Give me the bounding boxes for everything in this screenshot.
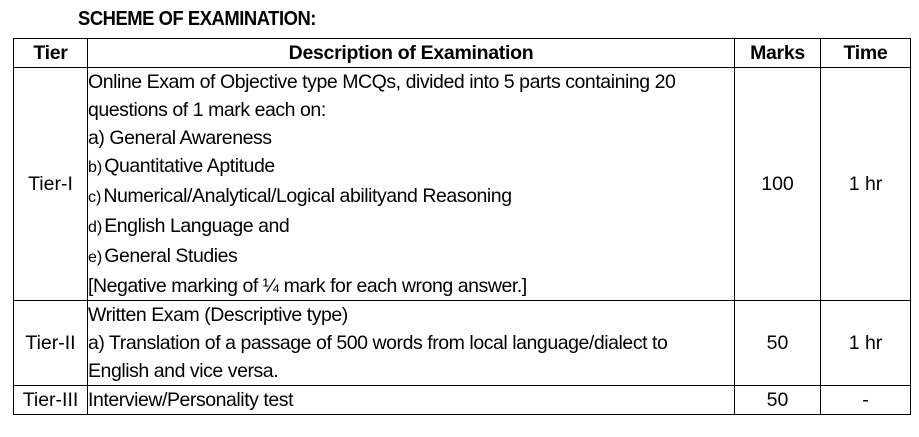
tier-1-item-d [88, 212, 734, 242]
tier-2-cell: Tier-II [14, 301, 88, 386]
item-text: English Language and [104, 215, 290, 237]
item-label: e) [88, 249, 103, 266]
item-text: Numerical/Analytical/Logical abilityand Reasoning [103, 185, 512, 207]
tier-2-line1: Written Exam (Descriptive type) [88, 304, 348, 326]
tier-1-item-a [88, 124, 734, 152]
header-tier: Tier [14, 39, 88, 68]
tier-2-marks: 50 [735, 301, 821, 386]
item-label: b) [88, 159, 103, 176]
tier-1-intro-line1: Online Exam of Objective type MCQs, divided into 5 parts containing 20 [88, 71, 676, 93]
tier-3-marks: 50 [735, 386, 821, 415]
table-row-tier-1 [14, 68, 911, 301]
tier-3-line1: Interview/Personality test [88, 389, 294, 411]
tier-1-item-c [88, 182, 734, 212]
item-text: Quantitative Aptitude [104, 155, 275, 177]
table-row-tier-3 [14, 386, 911, 415]
tier-1-negative-marking-note: [Negative marking of ¼ mark for each wrong answer.] [88, 275, 527, 297]
tier-2-line2: a) Translation of a passage of 500 words from local language/dialect to [88, 332, 668, 354]
tier-1-item-b [88, 152, 734, 182]
tier-1-intro-line2: questions of 1 mark each on: [88, 99, 326, 121]
tier-3-description [88, 386, 735, 415]
header-description: Description of Examination [88, 39, 735, 68]
tier-2-time: 1 hr [821, 301, 911, 386]
table-row-tier-2 [14, 301, 911, 386]
item-label: c) [88, 189, 102, 206]
exam-scheme-table [13, 38, 911, 415]
table-header-row [14, 39, 911, 68]
tier-2-line3: English and vice versa. [88, 360, 279, 382]
tier-1-item-e [88, 242, 734, 272]
tier-1-marks: 100 [735, 68, 821, 301]
tier-1-time: 1 hr [821, 68, 911, 301]
tier-3-cell: Tier-III [14, 386, 88, 415]
item-text: General Studies [104, 245, 238, 267]
header-time: Time [821, 39, 911, 68]
tier-3-time: - [821, 386, 911, 415]
item-text: General Awareness [109, 127, 272, 149]
tier-2-description [88, 301, 735, 386]
item-label: a) [88, 127, 105, 149]
section-title: SCHEME OF EXAMINATION: [78, 8, 316, 30]
header-marks: Marks [735, 39, 821, 68]
tier-1-cell: Tier-I [14, 68, 88, 301]
item-label: d) [88, 219, 103, 236]
tier-1-description [88, 68, 735, 301]
